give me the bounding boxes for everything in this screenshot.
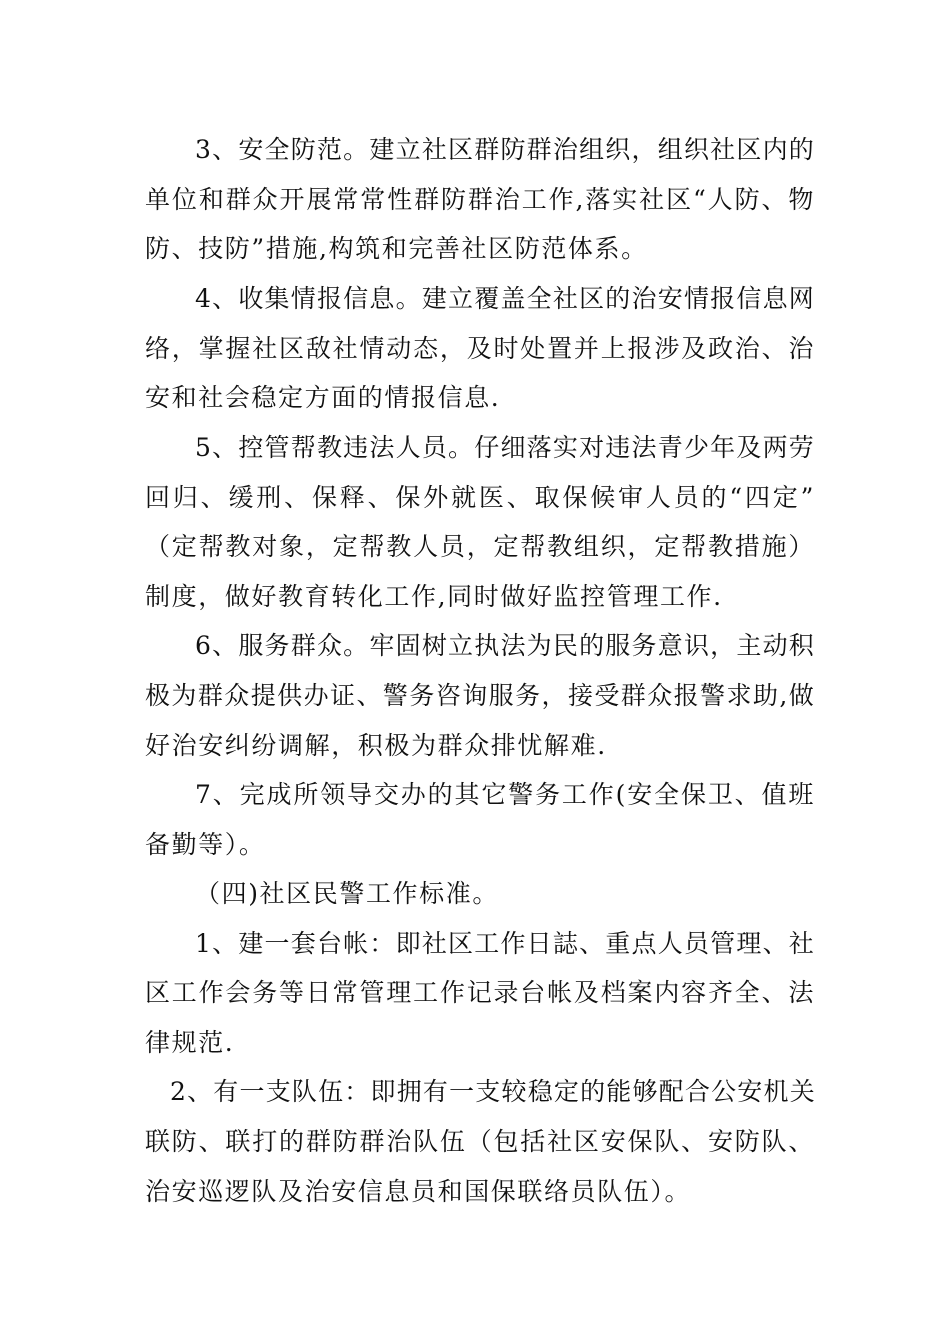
paragraph-4-line-3: 安和社会稳定方面的情报信息.	[145, 383, 501, 412]
paragraph-6-line-2: 极为群众提供办证、警务咨询服务，接受群众报警求助,做	[145, 681, 815, 710]
paragraph-6-line-3: 好治安纠纷调解，积极为群众排忧解难.	[145, 731, 607, 760]
paragraph-3-line-3: 防、技防”措施,构筑和完善社区防范体系。	[145, 234, 648, 263]
paragraph-4-line-2: 络，掌握社区敌社情动态，及时处置并上报涉及政治、治	[145, 334, 815, 363]
paragraph-5-line-3: （定帮教对象，定帮教人员，定帮教组织，定帮教措施）	[145, 532, 815, 561]
standard-1-line-2: 区工作会务等日常管理工作记录台帐及档案内容齐全、法	[145, 978, 815, 1007]
paragraph-5-line-4: 制度，做好教育转化工作,同时做好监控管理工作.	[145, 582, 723, 611]
paragraph-4-line-1: 4、收集情报信息。建立覆盖全社区的治安情报信息网	[195, 284, 815, 313]
paragraph-5-line-1: 5、控管帮教违法人员。仔细落实对违法青少年及两劳	[195, 433, 815, 462]
standard-2-line-1: 2、有一支队伍：即拥有一支较稳定的能够配合公安机关	[170, 1077, 816, 1106]
paragraph-7-line-1: 7、完成所领导交办的其它警务工作(安全保卫、值班	[195, 780, 815, 809]
paragraph-7-line-2: 备勤等）。	[145, 830, 266, 859]
paragraph-6-line-1: 6、服务群众。牢固树立执法为民的服务意识，主动积	[195, 631, 815, 660]
section-heading: （四)社区民警工作标准。	[195, 879, 499, 908]
paragraph-3-line-1: 3、安全防范。建立社区群防群治组织，组织社区内的	[195, 135, 815, 164]
paragraph-3-line-2: 单位和群众开展常常性群防群治工作,落实社区“人防、物	[145, 185, 815, 214]
paragraph-5-line-2: 回归、缓刑、保释、保外就医、取保候审人员的“四定”	[145, 483, 815, 512]
standard-1-line-3: 律规范.	[145, 1028, 235, 1057]
standard-1-line-1: 1、建一套台帐：即社区工作日誌、重点人员管理、社	[195, 929, 815, 958]
standard-2-line-3: 治安巡逻队及治安信息员和国保联络员队伍）。	[145, 1177, 692, 1206]
standard-2-line-2: 联防、联打的群防群治队伍（包括社区安保队、安防队、	[145, 1127, 815, 1156]
